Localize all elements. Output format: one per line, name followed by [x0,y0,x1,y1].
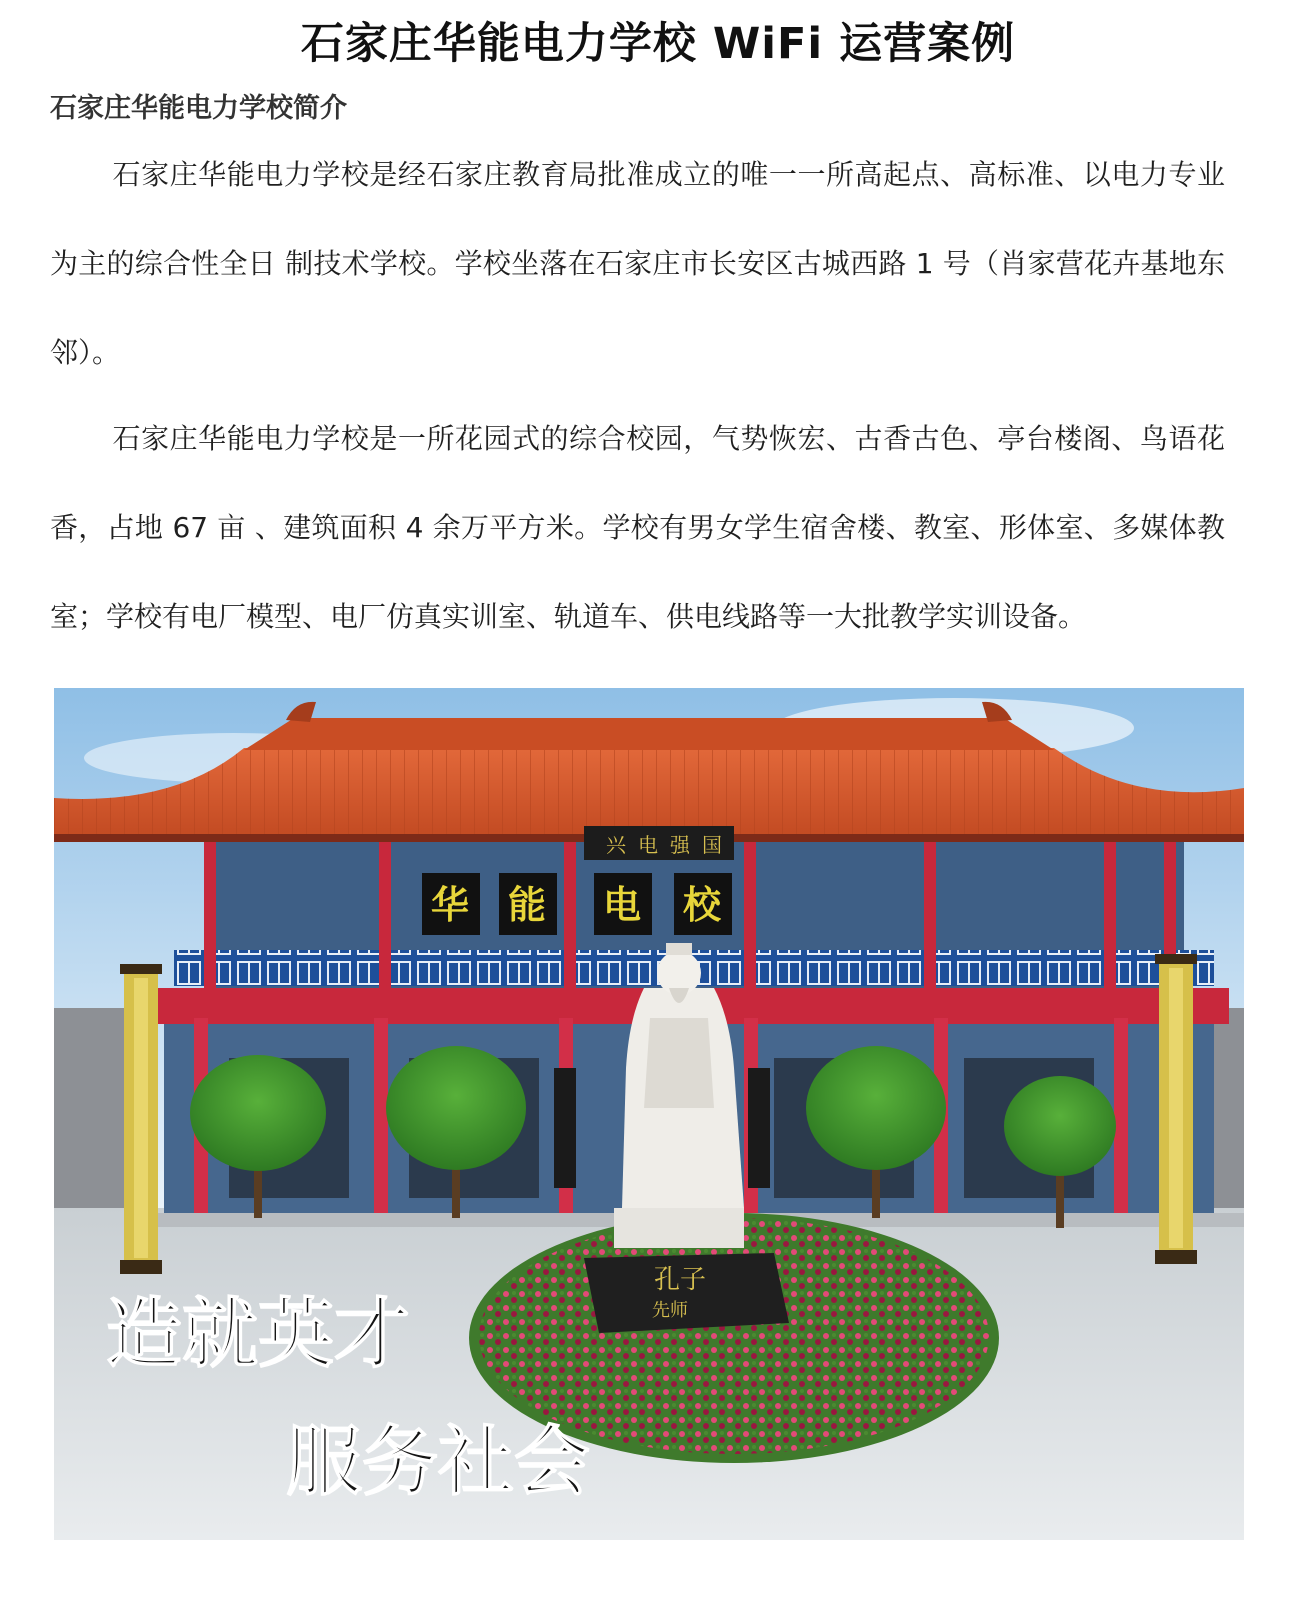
intro-paragraph-1 [50,130,1225,397]
lamp-post-right [1155,954,1197,1264]
intro-paragraph-2 [50,394,1225,661]
statue-base-name: 孔子 [654,1265,707,1295]
statue-base-subtitle: 先师 [652,1300,688,1321]
section-heading: 石家庄华能电力学校简介 [50,93,347,124]
intro-paragraph-2-text: 石家庄华能电力学校是一所花园式的综合校园，气势恢宏、古香古色、亭台楼阁、鸟语花香，占地 67 亩 、建筑面积 4 余万平方米。学校有男女学生宿舍楼、教室、形体室、多媒体教室；学校有电厂模型、电厂仿真实训室、轨道车、供电线路等一大批教学实训设备。 [50,422,1225,633]
lamp-post-left [120,964,162,1274]
side-building-left [54,1008,134,1208]
top-plaque [584,826,734,860]
slogan-line-2: 服务社会 [286,1417,590,1506]
campus-photo [54,688,1244,1540]
intro-paragraph-1-text: 石家庄华能电力学校是经石家庄教育局批准成立的唯一一所高起点、高标准、以电力专业为主的综合性全日 制技术学校。学校坐落在石家庄市长安区古城西路 1 号（肖家营花卉基地东邻）。 [50,158,1225,369]
top-plaque-char-3: 强 [670,833,690,857]
statue-base-stone [584,1253,789,1333]
top-plaque-char-1: 兴 [606,833,626,857]
main-plaque-char-2: 能 [508,882,547,927]
top-plaque-char-2: 电 [638,833,658,857]
slogan-line-1: 造就英才 [106,1289,410,1378]
main-plaque-char-4: 校 [683,882,722,927]
main-plaque-char-1: 华 [431,882,470,927]
document-title: 石家庄华能电力学校 WiFi 运营案例 [300,19,1016,69]
main-plaque-char-3: 电 [603,882,642,927]
top-plaque-char-4: 国 [702,833,722,857]
